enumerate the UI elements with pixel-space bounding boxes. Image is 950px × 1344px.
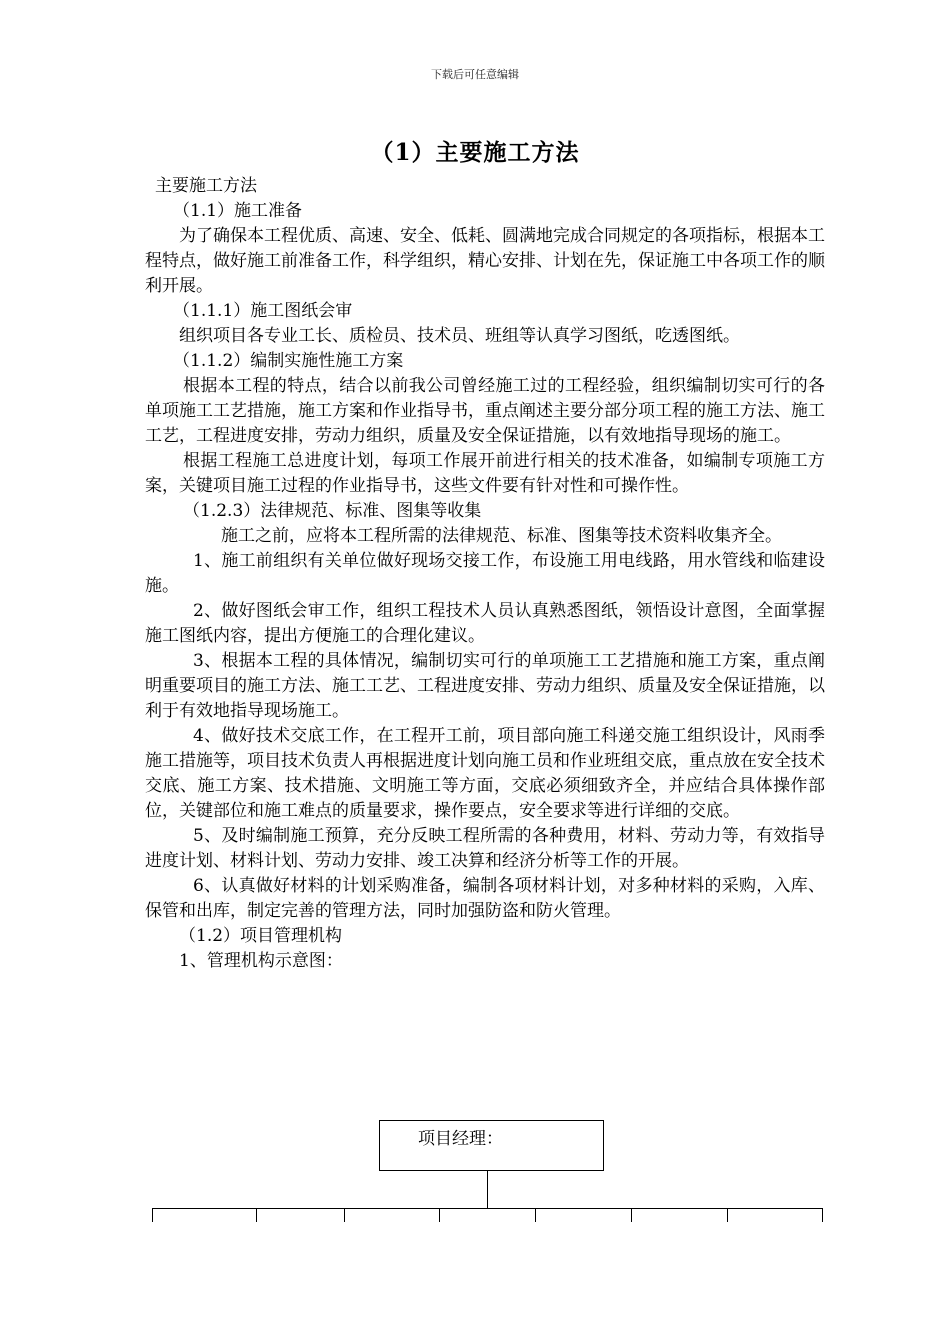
section-heading: （1.1）施工准备 <box>173 201 303 221</box>
body-paragraph: 根据工程施工总进度计划，每项工作展开前进行相关的技术准备，如编制专项施工方案，关键项目施工过程的作业指导书，这些文件要有针对性和可操作性。 <box>145 451 825 496</box>
body-paragraph: 4、做好技术交底工作，在工程开工前，项目部向施工科递交施工组织设计，风雨季施工措施等，项目技术负责人再根据进度计划向施工员和作业班组交底，重点放在安全技术交底、施工方案、技术措施、文明施工等方面，交底必须细致齐全，并应结合具体操作部位，关键部位和施工难点的质量要求，操作要点，安全要求等进行详细的交底。 <box>145 726 825 821</box>
body-paragraph: 为了确保本工程优质、高速、安全、低耗、圆满地完成合同规定的各项指标，根据本工程特点，做好施工前准备工作，科学组织，精心安排、计划在先，保证施工中各项工作的顺利开展。 <box>145 226 825 296</box>
body-paragraph: 根据本工程的特点，结合以前我公司曾经施工过的工程经验，组织编制切实可行的各单项施工工艺措施，施工方案和作业指导书，重点阐述主要分部分项工程的施工方法、施工工艺，工程进度安排，劳动力组织，质量及安全保证措施，以有效地指导现场的施工。 <box>145 376 825 446</box>
section-heading: （1.2.3）法律规范、标准、图集等收集 <box>183 501 482 521</box>
document-body <box>145 174 825 974</box>
body-paragraph: 组织项目各专业工长、质检员、技术员、班组等认真学习图纸，吃透图纸。 <box>179 326 740 346</box>
body-paragraph: 1、施工前组织有关单位做好现场交接工作，布设施工用电线路，用水管线和临建设施。 <box>145 551 825 596</box>
body-paragraph: 6、认真做好材料的计划采购准备，编制各项材料计划，对多种材料的采购，入库、保管和出库，制定完善的管理方法，同时加强防盗和防火管理。 <box>145 876 825 921</box>
document-title: （1）主要施工方法 <box>370 139 580 166</box>
body-paragraph: 5、及时编制施工预算，充分反映工程所需的各种费用，材料、劳动力等，有效指导进度计划、材料计划、劳动力安排、竣工决算和经济分析等工作的开展。 <box>145 826 825 871</box>
section-heading: （1.2）项目管理机构 <box>179 926 343 946</box>
project-manager-label: 项目经理： <box>418 1129 503 1149</box>
section-heading: 主要施工方法 <box>155 176 257 196</box>
section-heading: （1.1.1）施工图纸会审 <box>173 301 353 321</box>
header-note: 下载后可任意编辑 <box>431 68 519 81</box>
body-paragraph: 2、做好图纸会审工作，组织工程技术人员认真熟悉图纸，领悟设计意图，全面掌握施工图纸内容，提出方便施工的合理化建议。 <box>145 601 825 646</box>
section-heading: 1、管理机构示意图： <box>179 951 343 971</box>
body-paragraph: 3、根据本工程的具体情况，编制切实可行的单项施工工艺措施和施工方案，重点阐明重要项目的施工方法、施工工艺、工程进度安排、劳动力组织、质量及安全保证措施，以利于有效地指导现场施工。 <box>145 651 825 721</box>
body-paragraph: 施工之前，应将本工程所需的法律规范、标准、图集等技术资料收集齐全。 <box>221 526 782 546</box>
section-heading: （1.1.2）编制实施性施工方案 <box>173 351 404 371</box>
